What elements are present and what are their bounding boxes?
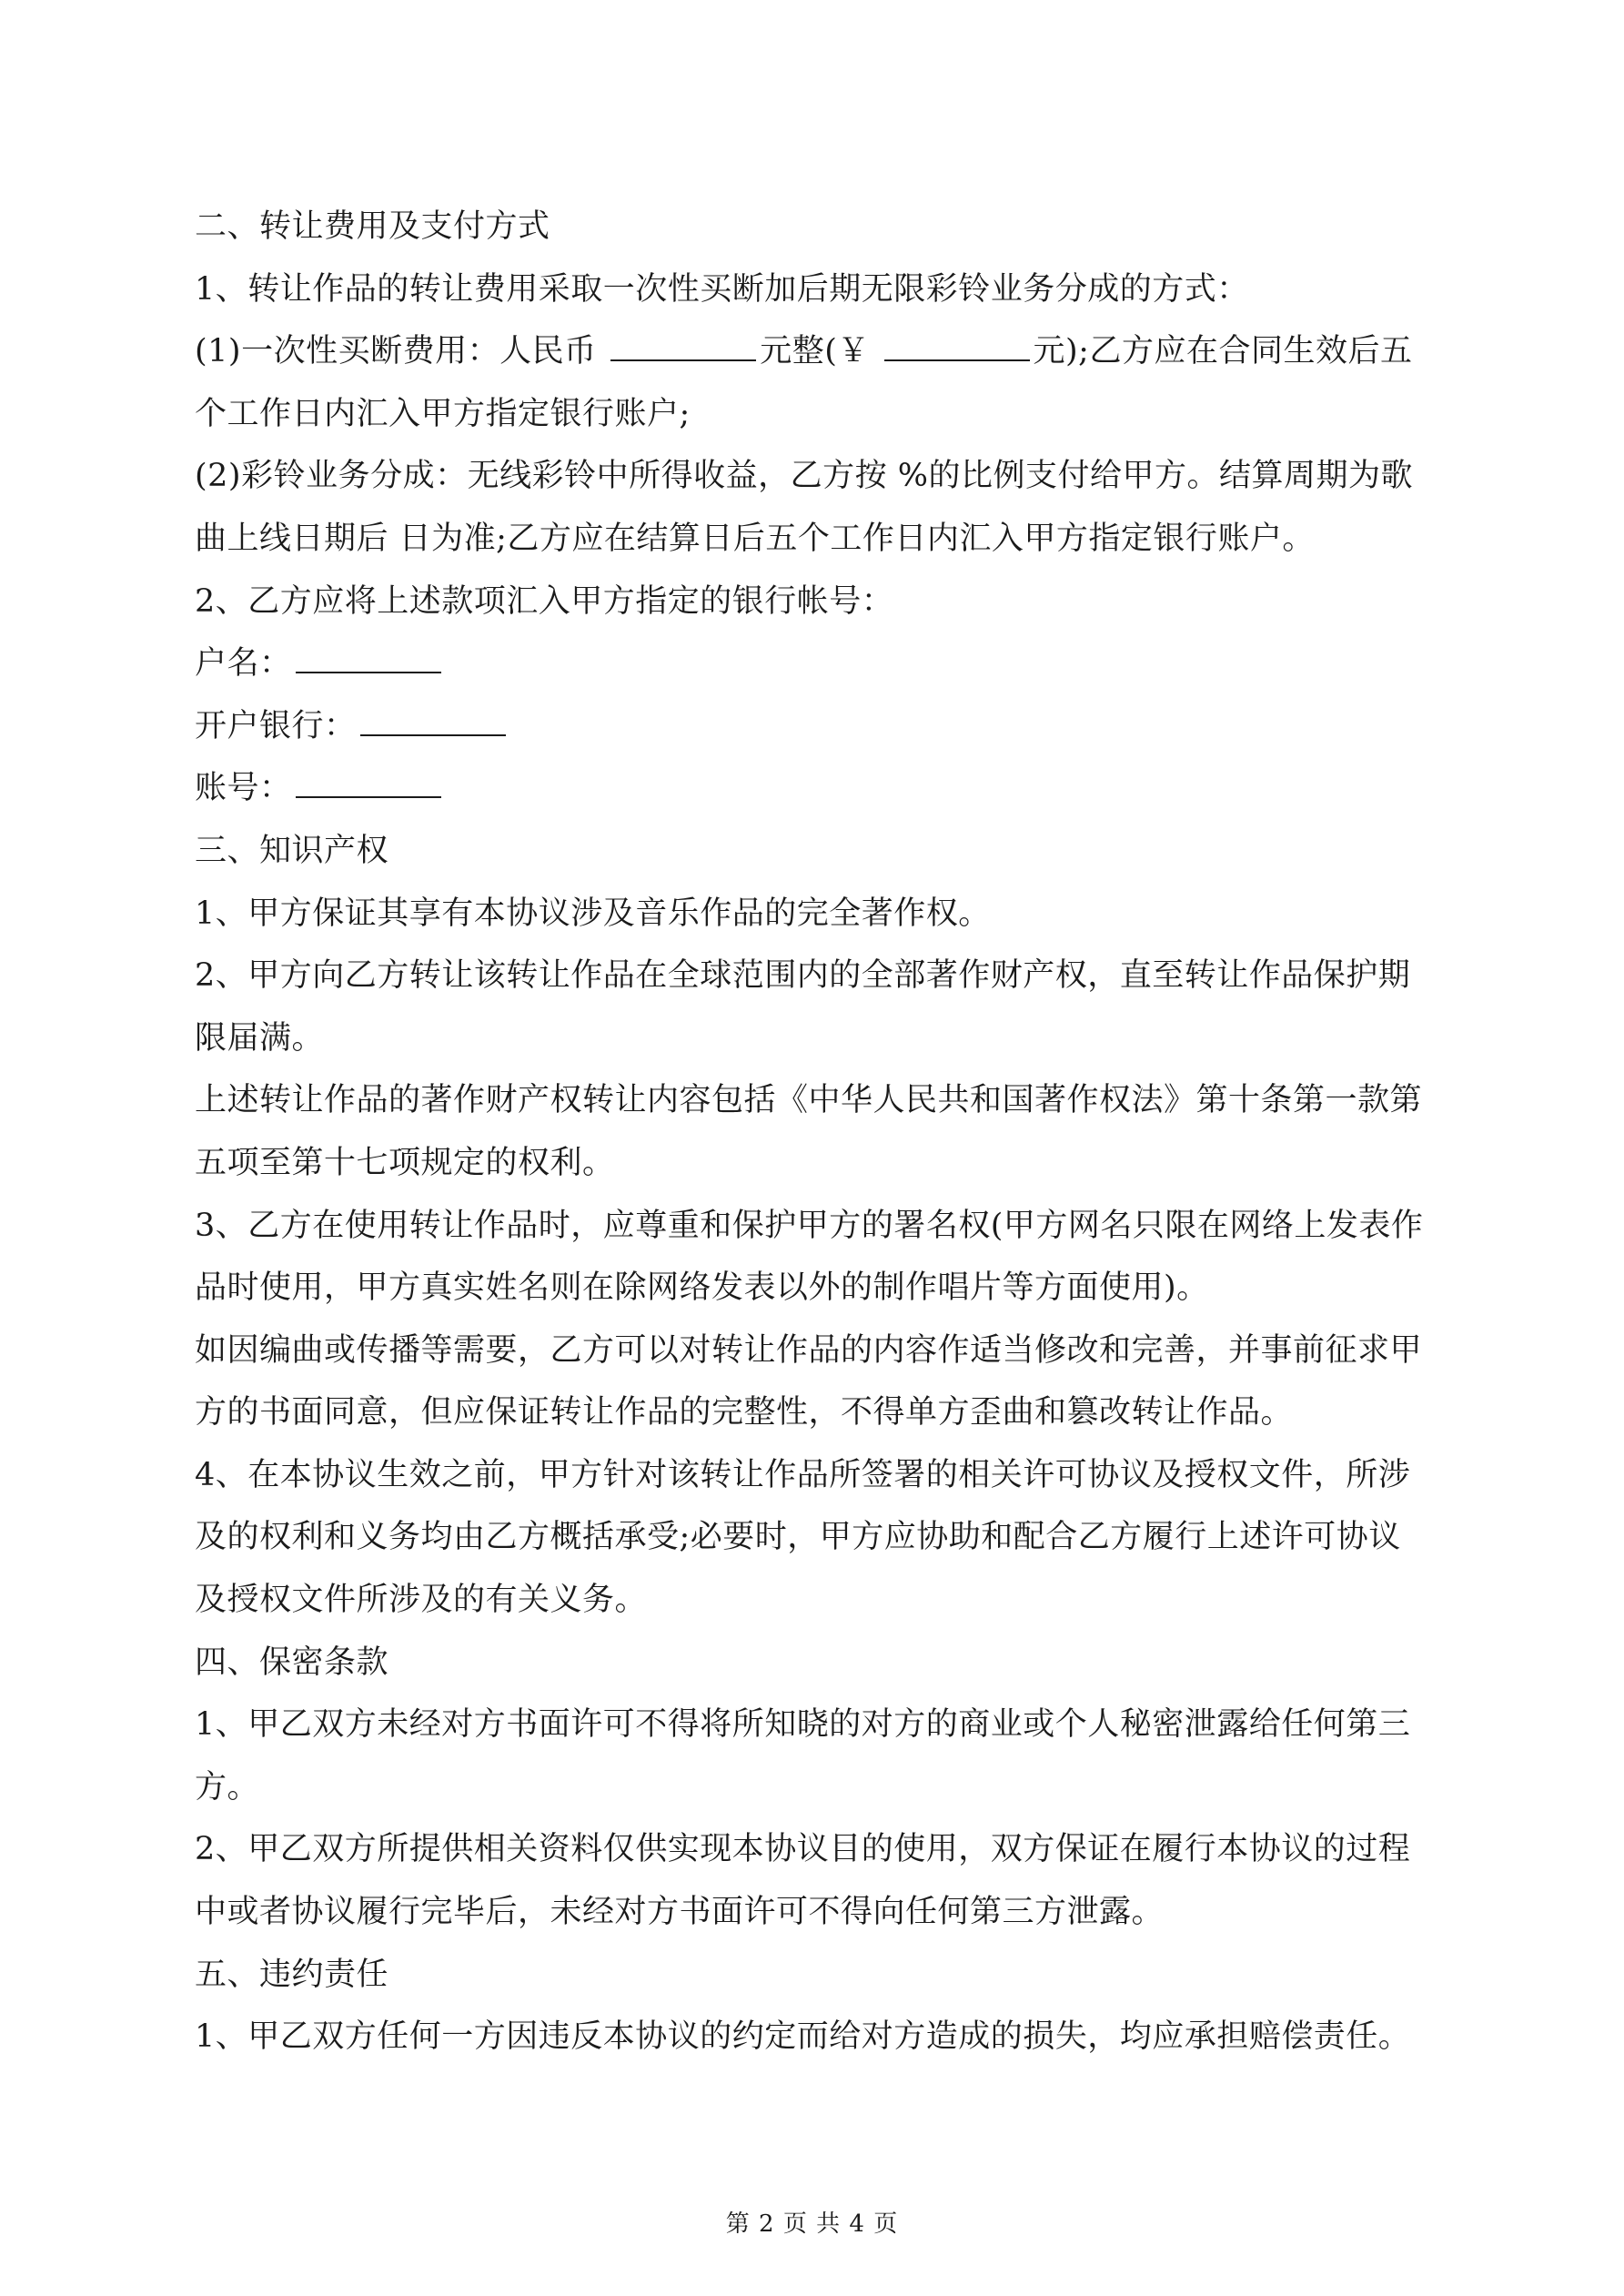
paragraph-line: 中或者协议履行完毕后，未经对方书面许可不得向任何第三方泄露。 <box>195 1894 1165 1931</box>
paragraph-line: (2)彩铃业务分成：无线彩铃中所得收益，乙方按 %的比例支付给甲方。结算周期为歌 <box>195 458 1413 495</box>
account-number-label: 账号： <box>195 770 292 807</box>
document-body <box>195 196 1432 2068</box>
paragraph-line: 及授权文件所涉及的有关义务。 <box>195 1582 648 1619</box>
paragraph-line: 方。 <box>195 1768 260 1805</box>
section-heading: 四、保密条款 <box>195 1644 389 1681</box>
paragraph-line: 1、甲乙双方任何一方因违反本协议的约定而给对方造成的损失，均应承担赔偿责任。 <box>195 2018 1411 2056</box>
paragraph-line: 及的权利和义务均由乙方概括承受;必要时，甲方应协助和配合乙方履行上述许可协议 <box>195 1519 1401 1556</box>
paragraph-line: 1、转让作品的转让费用采取一次性买断加后期无限彩铃业务分成的方式： <box>195 270 1249 308</box>
payment-line <box>195 320 1432 383</box>
paragraph-line: 2、甲方向乙方转让该转让作品在全球范围内的全部著作财产权，直至转让作品保护期 <box>195 957 1411 995</box>
bank-blank <box>360 698 506 736</box>
paragraph-line: 方的书面同意，但应保证转让作品的完整性，不得单方歪曲和篡改转让作品。 <box>195 1394 1294 1431</box>
paragraph-line: 4、在本协议生效之前，甲方针对该转让作品所签署的相关许可协议及授权文件，所涉 <box>195 1456 1411 1493</box>
paragraph-line: 上述转让作品的著作财产权转让内容包括《中华人民共和国著作权法》第十条第一款第 <box>195 1082 1423 1119</box>
paragraph-line: 2、甲乙双方所提供相关资料仅供实现本协议目的使用，双方保证在履行本协议的过程 <box>195 1831 1411 1868</box>
section-heading: 二、转让费用及支付方式 <box>195 208 550 245</box>
paragraph-line: 个工作日内汇入甲方指定银行账户; <box>195 395 691 432</box>
account-name-label: 户名： <box>195 645 292 683</box>
account-number-line <box>195 757 1432 820</box>
bank-line <box>195 695 1432 758</box>
paragraph-line: 品时使用，甲方真实姓名则在除网络发表以外的制作唱片等方面使用)。 <box>195 1269 1209 1307</box>
paragraph-line: 如因编曲或传播等需要，乙方可以对转让作品的内容作适当修改和完善，并事前征求甲 <box>195 1331 1423 1369</box>
paragraph-line: 五项至第十七项规定的权利。 <box>195 1144 615 1181</box>
amount-blank <box>610 323 756 361</box>
payment-text-1: (1)一次性买断费用：人民币 <box>195 333 608 370</box>
bank-label: 开户银行： <box>195 707 357 744</box>
section-heading: 三、知识产权 <box>195 832 389 869</box>
paragraph-line: 1、甲乙双方未经对方书面许可不得将所知晓的对方的商业或个人秘密泄露给任何第三 <box>195 1706 1411 1744</box>
paragraph-line: 限届满。 <box>195 1019 325 1057</box>
paragraph-line: 2、乙方应将上述款项汇入甲方指定的银行帐号： <box>195 582 894 620</box>
amount-number-blank <box>884 323 1030 361</box>
payment-text-3: 元);乙方应在合同生效后五 <box>1033 333 1413 370</box>
account-name-line <box>195 632 1432 695</box>
paragraph-line: 1、甲方保证其享有本协议涉及音乐作品的完全著作权。 <box>195 895 991 932</box>
paragraph-line: 曲上线日期后 日为准;乙方应在结算日后五个工作日内汇入甲方指定银行账户。 <box>195 520 1315 557</box>
section-heading: 五、违约责任 <box>195 1956 389 1993</box>
page-number-footer: 第 2 页 共 4 页 <box>725 2210 899 2238</box>
account-number-blank <box>296 760 441 798</box>
account-name-blank <box>296 635 441 673</box>
paragraph-line: 3、乙方在使用转让作品时，应尊重和保护甲方的署名权(甲方网名只限在网络上发表作 <box>195 1207 1424 1244</box>
payment-text-2: 元整(￥ <box>760 333 881 370</box>
